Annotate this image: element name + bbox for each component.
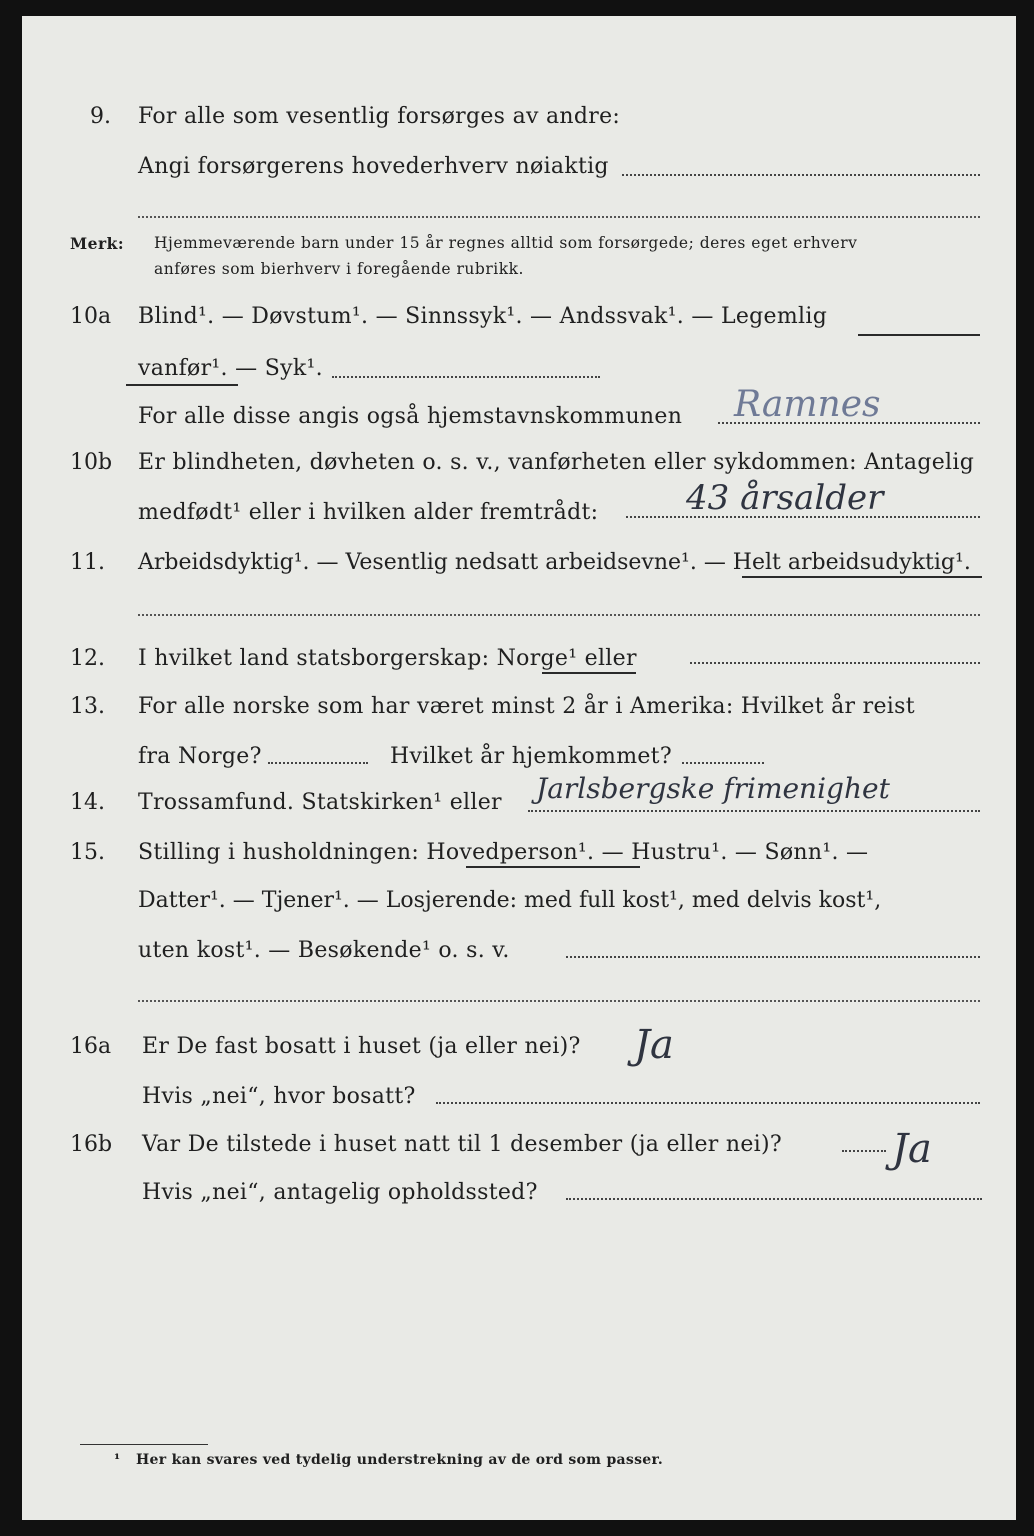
q10a-number: 10a: [70, 304, 112, 329]
merk-line2: anføres som bierhverv i foregående rubrikk.: [154, 260, 524, 278]
q13-line2b: Hvilket år hjemkommet?: [390, 744, 672, 769]
q9-line2: Angi forsørgerens hovederhverv nøiaktig: [138, 154, 609, 179]
q9-number: 9.: [90, 104, 111, 129]
q12-number: 12.: [70, 646, 105, 671]
q15-answer-line: [566, 956, 980, 958]
q9-answer-line: [622, 174, 980, 176]
q14-answer-line: [528, 810, 980, 812]
q12-underline-norge: [542, 672, 636, 674]
q16a-line2: Hvis „nei“, hvor bosatt?: [142, 1084, 416, 1109]
merk-label: Merk:: [70, 234, 125, 253]
q13-reist-line: [268, 762, 368, 764]
q16b-opholdssted-line: [566, 1198, 982, 1200]
q12-line1: I hvilket land statsborgerskap: Norge¹ eller: [138, 646, 637, 671]
q15-line1: Stilling i husholdningen: Hovedperson¹. — Hustru¹. — Sønn¹. —: [138, 840, 869, 865]
q10a-underline-legemlig: [858, 334, 980, 336]
q10a-line2: vanfør¹. — Syk¹.: [138, 356, 323, 381]
footnote-mark: ¹: [114, 1452, 121, 1468]
q10b-line2: medfødt¹ eller i hvilken alder fremtrådt:: [138, 500, 599, 525]
q10b-handwritten-answer: 43 årsalder: [686, 478, 884, 518]
q11-line1: Arbeidsdyktig¹. — Vesentlig nedsatt arbeidsevne¹. — Helt arbeidsudyktig¹.: [138, 550, 971, 575]
footnote-separator: [80, 1444, 208, 1445]
q15-underline-hovedperson: [466, 866, 640, 868]
q15-extra-line: [138, 1000, 980, 1002]
q16a-answer-line: [436, 1102, 980, 1104]
q10a-syk-line: [332, 376, 600, 378]
merk-line1: Hjemmeværende barn under 15 år regnes alltid som forsørgede; deres eget erhverv: [154, 234, 858, 252]
q11-number: 11.: [70, 550, 105, 575]
q10a-line3: For alle disse angis også hjemstavnskommunen: [138, 404, 683, 429]
q15-number: 15.: [70, 840, 105, 865]
q10b-line1: Er blindheten, døvheten o. s. v., vanførheten eller sykdommen: Antagelig: [138, 450, 975, 475]
q13-line1: For alle norske som har været minst 2 år i Amerika: Hvilket år reist: [138, 694, 915, 719]
q16a-handwritten-answer: Ja: [634, 1022, 674, 1068]
q9-line1: For alle som vesentlig forsørges av andre:: [138, 104, 621, 129]
q10a-handwritten-answer: Ramnes: [734, 384, 881, 425]
q14-line1: Trossamfund. Statskirken¹ eller: [138, 790, 502, 815]
q16b-answer-line: [842, 1150, 886, 1152]
q16b-number: 16b: [70, 1132, 113, 1157]
q11-extra-line: [138, 614, 980, 616]
q16a-line1: Er De fast bosatt i huset (ja eller nei)?: [142, 1034, 581, 1059]
q16b-handwritten-answer: Ja: [892, 1126, 932, 1172]
q13-hjemkommet-line: [682, 762, 764, 764]
q9-extra-line: [138, 216, 980, 218]
q15-line3: uten kost¹. — Besøkende¹ o. s. v.: [138, 938, 510, 963]
footnote-text: Her kan svares ved tydelig understrekning av de ord som passer.: [136, 1452, 664, 1468]
q10a-line1: Blind¹. — Døvstum¹. — Sinnssyk¹. — Andssvak¹. — Legemlig: [138, 304, 828, 329]
q16b-line2: Hvis „nei“, antagelig opholdssted?: [142, 1180, 538, 1205]
q10a-underline-vanfor: [126, 384, 238, 386]
q16a-number: 16a: [70, 1034, 112, 1059]
q15-line2: Datter¹. — Tjener¹. — Losjerende: med full kost¹, med delvis kost¹,: [138, 888, 882, 913]
q16b-line1: Var De tilstede i huset natt til 1 desember (ja eller nei)?: [142, 1132, 782, 1157]
q11-underline-helt: [742, 576, 982, 578]
q14-number: 14.: [70, 790, 105, 815]
q10b-number: 10b: [70, 450, 113, 475]
q12-answer-line: [690, 662, 980, 664]
q13-number: 13.: [70, 694, 105, 719]
q14-handwritten-answer: Jarlsbergske frimenighet: [536, 772, 890, 805]
census-form-page: [22, 16, 1016, 1520]
q13-line2a: fra Norge?: [138, 744, 262, 769]
